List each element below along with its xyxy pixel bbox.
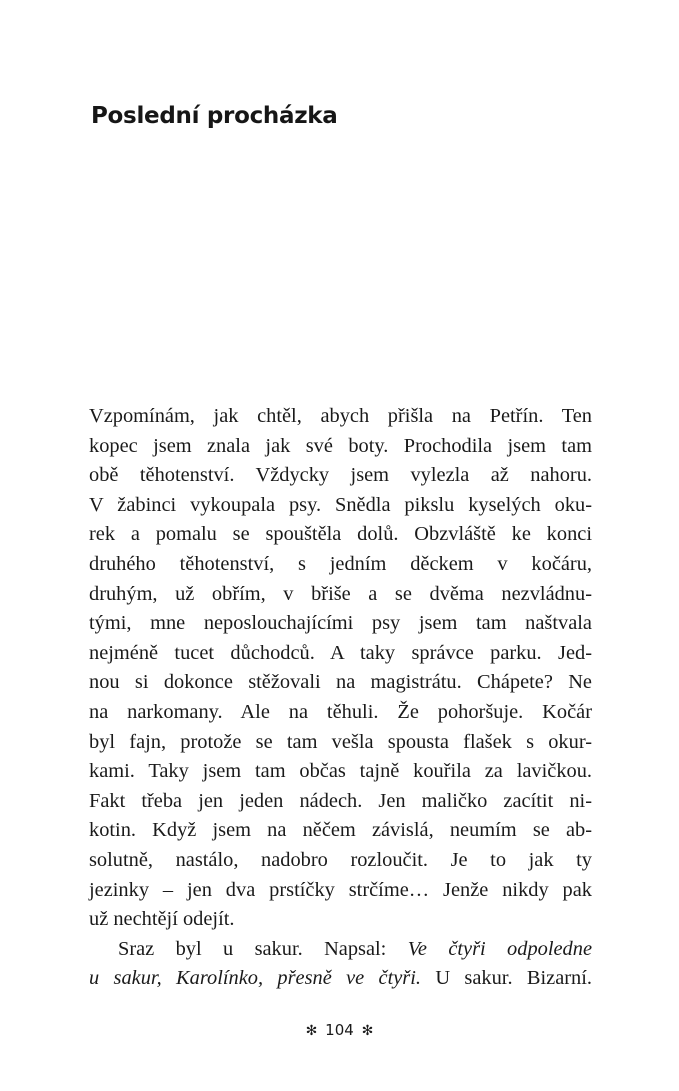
text-line: Fakt třeba jen jeden nádech. Jen maličko zacítit ni- [89,789,592,812]
text-line: nejméně tucet důchodců. A taky správce parku. Jed- [89,641,592,664]
text-line: solutně, nastálo, nadobro rozloučit. Je to jak ty [89,848,592,871]
asterisk-ornament-icon: ✻ [305,1023,318,1039]
text-line: kami. Taky jsem tam občas tajně kouřila za lavičkou. [89,760,592,783]
paragraph-2 [89,935,592,994]
text-line [89,935,592,965]
text-line: kopec jsem znala jak své boty. Prochodila jsem tam [89,434,592,457]
text-line: nou si dokonce stěžovali na magistrátu. Chápete? Ne [89,671,592,694]
italic-text-run: u sakur, Karolínko, přesně ve čtyři. [89,967,421,990]
text-line: už nechtějí odejít. [89,908,235,931]
page-number: 104 [325,1021,354,1039]
text-line: rek a pomalu se spouštěla dolů. Obzvláště ke konci [89,523,592,546]
text-run: U sakur. Bizarní. [421,967,592,990]
text-run: Sraz byl u sakur. Napsal: [118,937,408,960]
asterisk-ornament-icon: ✻ [361,1023,374,1039]
text-line: tými, mne neposlouchajícími psy jsem tam naštvala [89,612,592,635]
text-line: druhým, už obřím, v břiše a se dvěma nezvládnu- [89,582,592,605]
page-number-footer [0,1020,679,1041]
text-line: V žabinci vykoupala psy. Snědla pikslu kyselých oku- [89,493,592,516]
text-line: na narkomany. Ale na těhuli. Že pohoršuje. Kočár [89,700,592,723]
text-line: Vzpomínám, jak chtěl, abych přišla na Petřín. Ten [89,405,592,427]
text-line: byl fajn, protože se tam vešla spousta flašek s okur- [89,730,592,753]
text-line: obě těhotenství. Vždycky jsem vylezla až nahoru. [89,464,592,487]
text-line: druhého těhotenství, s jedním děckem v kočáru, [89,552,592,575]
chapter-title: Poslední procházka [91,103,338,129]
text-line: jezinky – jen dva prstíčky strčíme… Jenže nikdy pak [89,878,592,901]
text-line [89,964,592,994]
paragraph-1 [89,402,592,935]
body-text [89,402,592,994]
italic-text-run: Ve čtyři odpoledne [407,937,592,960]
text-line: kotin. Když jsem na něčem závislá, neumím se ab- [89,819,592,842]
